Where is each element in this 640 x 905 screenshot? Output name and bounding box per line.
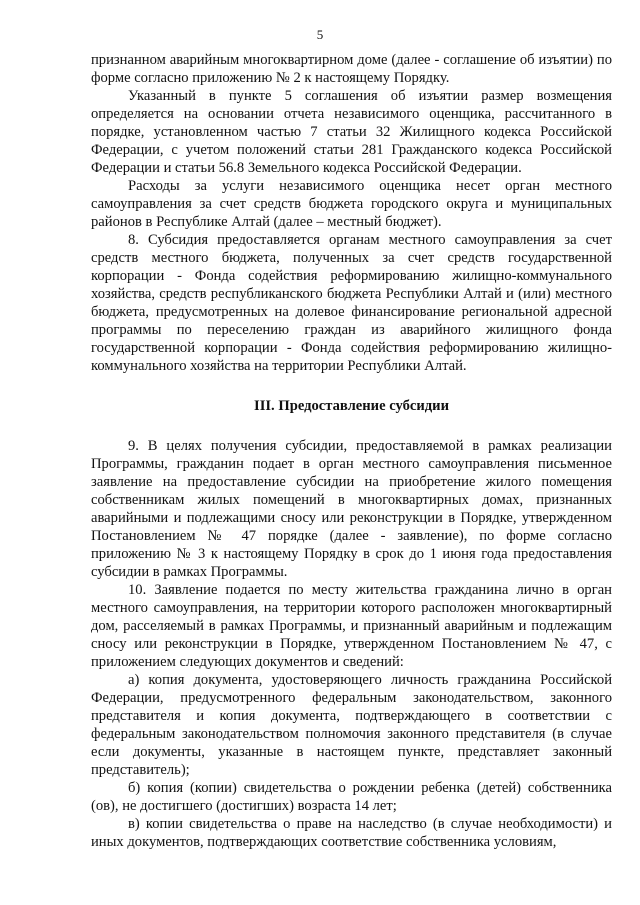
paragraph: 10. Заявление подается по месту жительства гражданина лично в орган местного самоуправления, на территории которого расположен многоквартирный дом, расселяемый в рамках Программы, и признанный аварийным и подлежащим сносу или реконструкции в Порядке, утвержденном Постановлением № 47, с приложением следующих документов и сведений: — [91, 582, 612, 670]
paragraph: Указанный в пункте 5 соглашения об изъятии размер возмещения определяется на основании отчета независимого оценщика, рассчитанного в порядке, установленном частью 7 статьи 32 Жилищного кодекса Российской Федерации, с учетом положений статьи 281 Гражданского кодекса Российской Федерации и статьи 56.8 Земельного кодекса Российской Федерации. — [91, 88, 612, 176]
paragraph: признанном аварийным многоквартирном доме (далее - соглашение об изъятии) по форме согласно приложению № 2 к настоящему Порядку. — [91, 52, 612, 86]
page-number: 5 — [316, 27, 324, 42]
paragraph: 8. Субсидия предоставляется органам местного самоуправления за счет средств местного бюджета, полученных за счет средств государственной корпорации - Фонда содействия реформированию жилищно-коммунального хозяйства, средств республиканского бюджета Республики Алтай и (или) местного бюджета, предусмотренных на долевое финансирование региональной адресной программы по переселению граждан из аварийного жилищного фонда государственной корпорации - Фонда содействия реформированию жилищно-коммунального хозяйства на территории Республики Алтай. — [91, 232, 612, 374]
paragraph: 9. В целях получения субсидии, предоставляемой в рамках реализации Программы, гражданин подает в орган местного самоуправления письменное заявление на предоставление субсидии на приобретение жилого помещения собственникам жилых помещений в многоквартирных домах, признанных аварийными и подлежащими сносу или реконструкции в Порядке, утвержденном Постановлением № 47 порядке (далее - заявление), по форме согласно приложению № 3 к настоящему Порядку в срок до 1 июня года предоставления субсидии в рамках Программы. — [91, 438, 612, 580]
section-heading: III. Предоставление субсидии — [254, 398, 449, 414]
list-item: б) копия (копии) свидетельства о рождении ребенка (детей) собственника (ов), не достигшего (достигших) возраста 14 лет; — [91, 780, 612, 814]
list-item: а) копия документа, удостоверяющего личность гражданина Российской Федерации, предусмотренного федеральным законодательством, законного представителя и копия документа, подтверждающего в соответствии с федеральным законодательством полномочия законного представителя (в случае если документы, указанные в настоящем пункте, представляет законный представитель); — [91, 672, 612, 778]
list-item: в) копии свидетельства о праве на наследство (в случае необходимости) и иных документов, подтверждающих соответствие собственника условиям, — [91, 816, 612, 850]
paragraph: Расходы за услуги независимого оценщика несет орган местного самоуправления за счет средств бюджета городского округа и муниципальных районов в Республике Алтай (далее – местный бюджет). — [91, 178, 612, 230]
document-body — [91, 51, 612, 851]
